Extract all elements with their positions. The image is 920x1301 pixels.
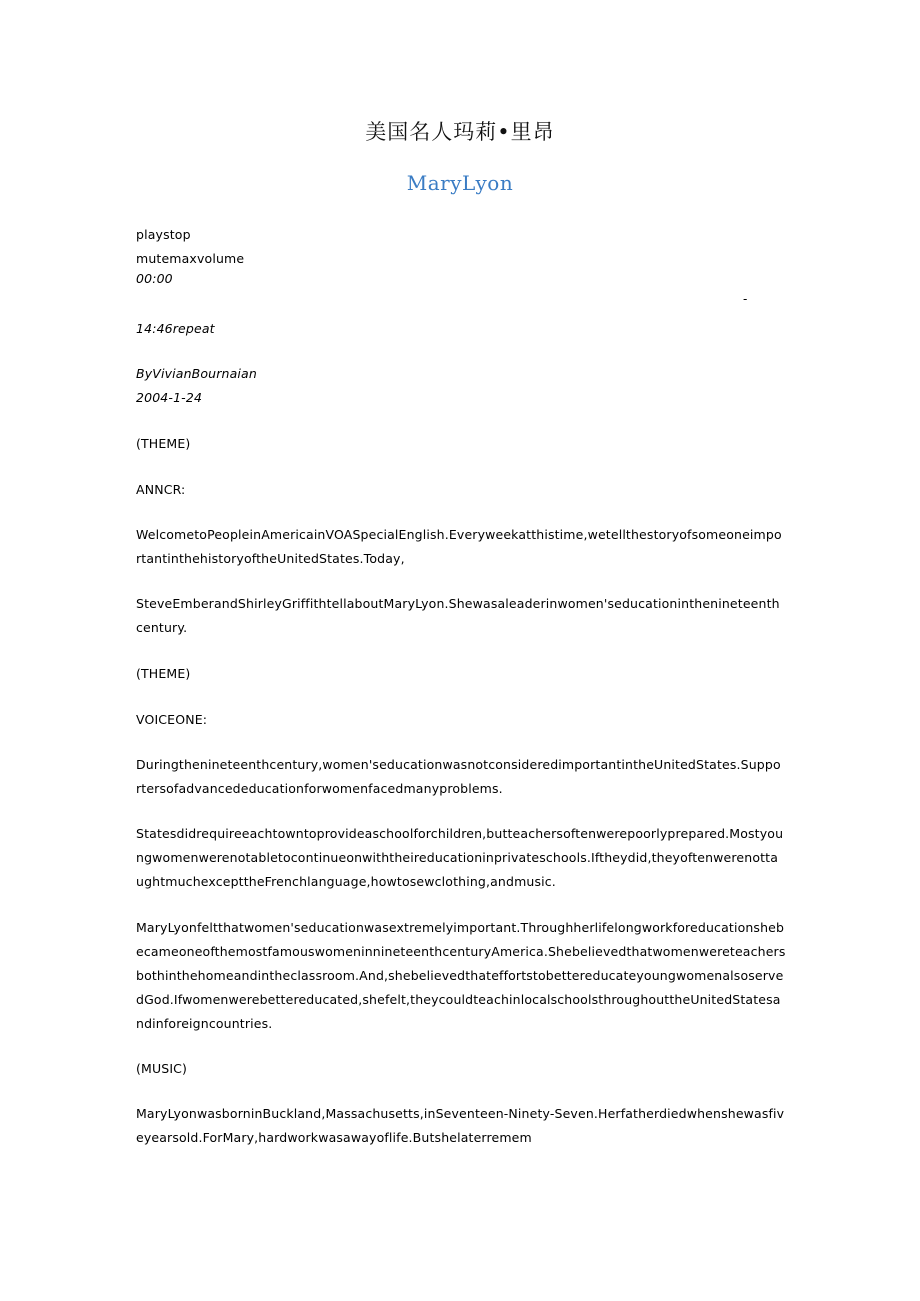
paragraph-education: Duringthenineteenthcentury,women'seducationwasnotconsideredimportantintheUnitedStates.Supportersofadvancededucationforwomenfacedmanyproblems. <box>136 757 781 796</box>
paragraph-intro: SteveEmberandShirleyGriffithtellaboutMaryLyon.Shewasaleaderinwomen'seducationinthenineteenthcentury. <box>136 596 780 635</box>
dash-separator: - <box>743 292 748 306</box>
byline: ByVivianBournaian <box>136 366 257 381</box>
paragraph-welcome: WelcometoPeopleinAmericainVOASpecialEnglish.Everyweekatthistime,wetellthestoryofsomeoneimportantinthehistoryoftheUnitedStates.Today, <box>136 527 782 566</box>
date: 2004-1-24 <box>136 390 203 405</box>
speaker-anncr: ANNCR: <box>136 482 186 497</box>
paragraph-birth: MaryLyonwasborninBuckland,Massachusetts,inSeventeen-Ninety-Seven.Herfatherdiedwhenshewasfiveyearsold.ForMary,hardworkwasawayoflife.Butshelaterremem <box>136 1106 785 1145</box>
cue-theme-1: (THEME) <box>136 436 191 451</box>
mute-volume-text: mutemaxvolume <box>136 251 245 266</box>
paragraph-mary-lyon: MaryLyonfeltthatwomen'seducationwasextremelyimportant.ThroughherlifelongworkforeducationshebecameoneofthemostfamouswomeninnineteenthcenturyAmerica.Shebelievedthatwomenwereteachersbothinthehomeandintheclassroom.And,shebelievedthateffortstobettereducateyoungwomenalsoservedGod.Ifwomenwerebettereducated,shefelt,theycouldteachinlocalschoolsthroughouttheUnitedStatesandinforeigncountries. <box>136 920 786 1031</box>
cue-music: (MUSIC) <box>136 1061 188 1076</box>
title-english: MaryLyon <box>406 171 514 195</box>
time-end-repeat: 14:46repeat <box>136 321 215 336</box>
speaker-voice-one: VOICEONE: <box>136 712 208 727</box>
cue-theme-2: (THEME) <box>136 666 191 681</box>
title-chinese: 美国名人玛莉•里昂 <box>365 120 555 144</box>
play-stop-text: playstop <box>136 227 191 242</box>
time-start: 00:00 <box>136 271 173 286</box>
paragraph-states: Statesdidrequireeachtowntoprovideaschoolforchildren,butteachersoftenwerepoorlyprepared.Mostyoungwomenwerenotabletocontinueonwiththeireducationinprivateschools.Iftheydid,theyoftenwerenottaughtmuchexcepttheFrenchlanguage,howtosewclothing,andmusic. <box>136 826 784 889</box>
